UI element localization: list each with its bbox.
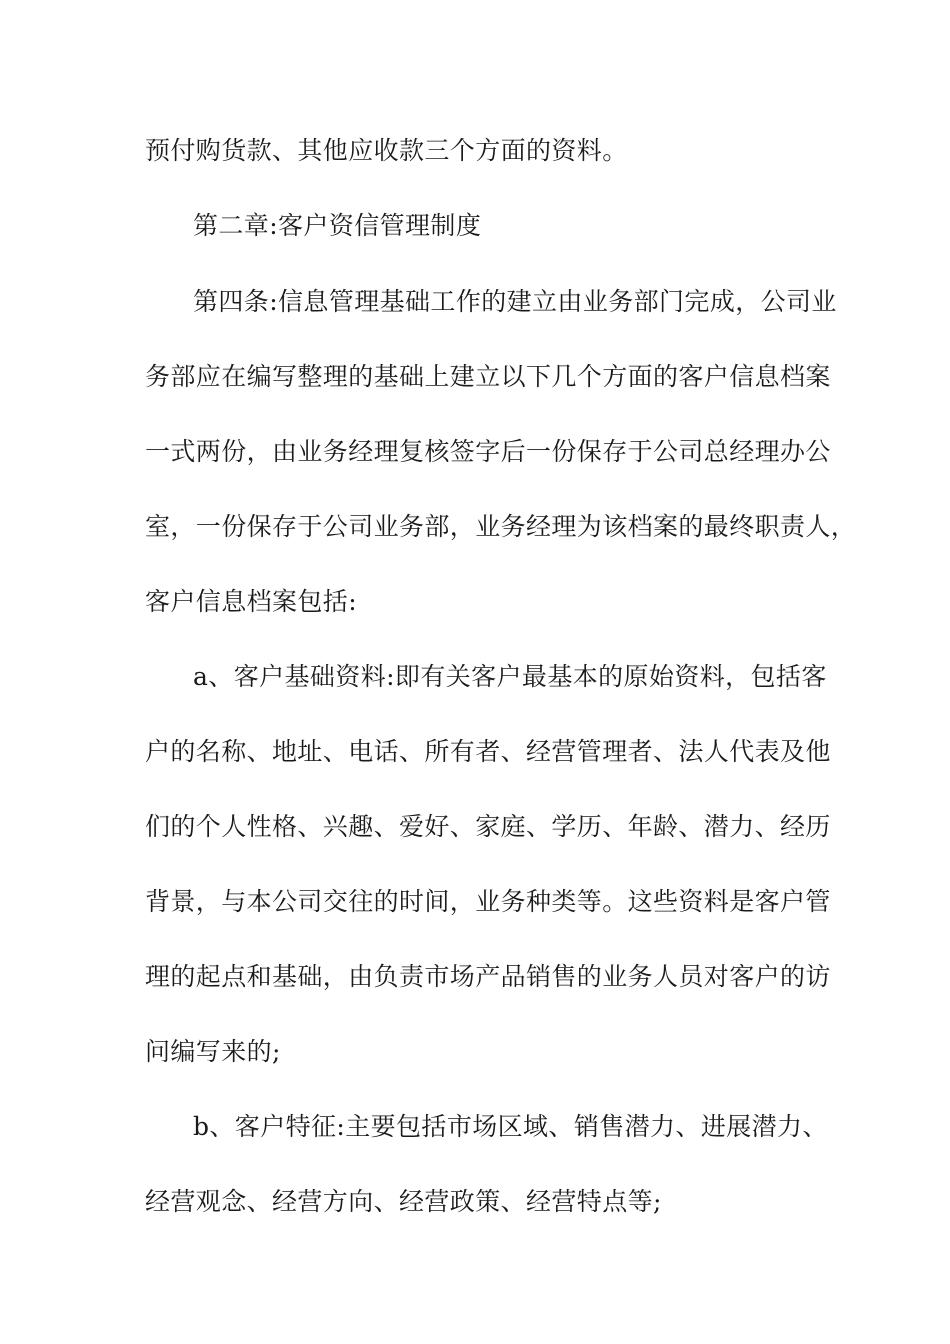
text-line: a、客户基础资料:即有关客户最基本的原始资料，包括客 xyxy=(193,662,827,691)
text-line: 务部应在编写整理的基础上建立以下几个方面的客户信息档案 xyxy=(145,362,831,391)
text-line: b、客户特征:主要包括市场区域、销售潜力、进展潜力、 xyxy=(193,1112,828,1141)
text-line: 经营观念、经营方向、经营政策、经营特点等; xyxy=(145,1187,662,1216)
text-line: 室，一份保存于公司业务部，业务经理为该档案的最终职责人， xyxy=(145,512,857,541)
text-line: 预付购货款、其他应收款三个方面的资料。 xyxy=(145,136,628,165)
text-line: 第四条:信息管理基础工作的建立由业务部门完成，公司业 xyxy=(193,287,837,316)
text-line: 理的起点和基础，由负责市场产品销售的业务人员对客户的访 xyxy=(145,962,831,991)
chapter-heading: 第二章:客户资信管理制度 xyxy=(193,211,482,240)
text-line: 们的个人性格、兴趣、爱好、家庭、学历、年龄、潜力、经历 xyxy=(145,812,831,841)
text-line: 背景，与本公司交往的时间，业务种类等。这些资料是客户管 xyxy=(145,887,831,916)
text-line: 户的名称、地址、电话、所有者、经营管理者、法人代表及他 xyxy=(145,737,831,766)
text-line: 客户信息档案包括: xyxy=(145,587,358,616)
text-line: 一式两份，由业务经理复核签字后一份保存于公司总经理办公 xyxy=(145,437,831,466)
text-line: 问编写来的; xyxy=(145,1037,281,1066)
